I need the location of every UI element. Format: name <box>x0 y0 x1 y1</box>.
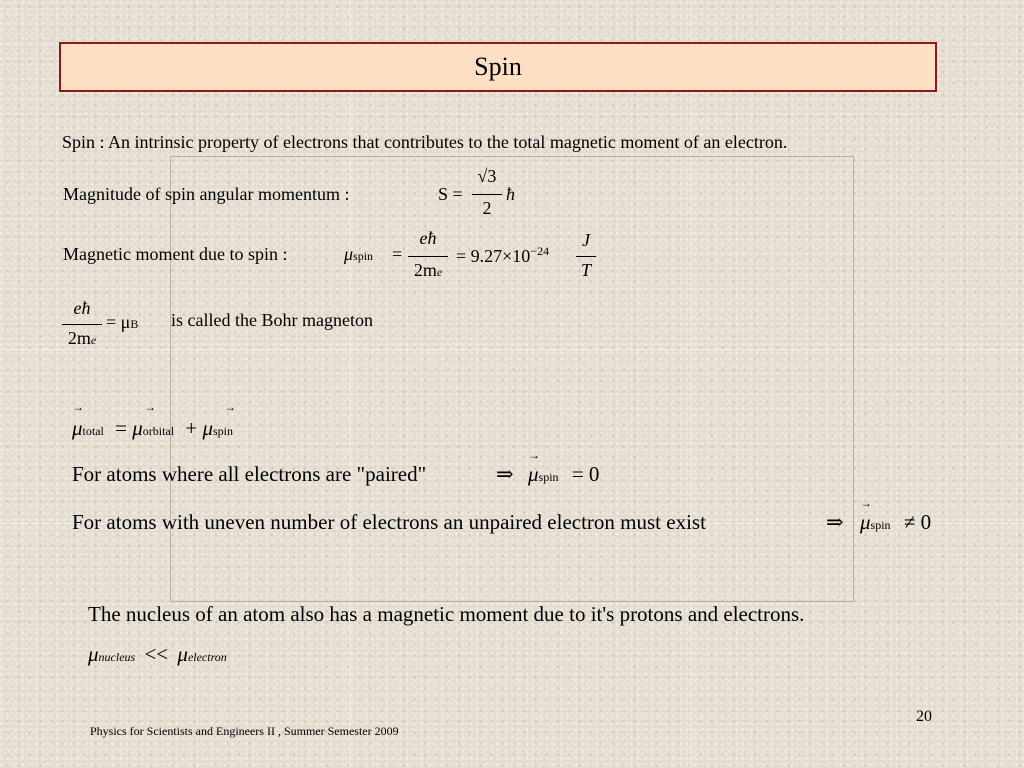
fraction-bar <box>472 194 502 195</box>
moment-label: Magnetic moment due to spin : <box>63 244 288 264</box>
unpaired-result: ≠ 0 <box>903 510 932 534</box>
footer-text: Physics for Scientists and Engineers II , Summer Semester 2009 <box>90 724 399 738</box>
embedded-object-frame <box>170 156 854 602</box>
mu-symbol: μ <box>344 244 354 264</box>
unpaired-statement: For atoms with uneven number of electrons an unpaired electron must exist <box>72 510 706 534</box>
total-moment-equation <box>72 416 233 441</box>
sub-spin: spin <box>538 470 559 484</box>
vector-arrow-icon: → <box>72 400 84 414</box>
sub-orbital: orbital <box>142 424 175 438</box>
magnitude-lhs: S = <box>438 184 463 204</box>
plus-sign: + <box>185 416 198 440</box>
equals-sign: = <box>115 416 127 440</box>
moment-value-base: = 9.27×10 <box>456 246 531 266</box>
unpaired-mu-spin <box>860 510 931 535</box>
page-number: 20 <box>916 708 932 725</box>
fraction-bar <box>62 324 102 325</box>
paired-statement: For atoms where all electrons are "paired" <box>72 462 427 486</box>
moment-denominator <box>408 260 448 281</box>
paired-mu-spin <box>528 462 599 487</box>
vector-arrow-icon: → <box>224 400 236 414</box>
nucleus-statement: The nucleus of an atom also has a magnetic moment due to it's protons and electrons. <box>88 602 805 626</box>
spin-definition: Spin : An intrinsic property of electrons that contributes to the total magnetic moment of an electron. <box>62 132 788 152</box>
mu-symbol: μ <box>202 416 213 440</box>
mu-symbol: μ <box>88 642 99 666</box>
den-2m: 2m <box>413 260 437 280</box>
sub-nucleus: nucleus <box>98 650 136 664</box>
unit-numerator: J <box>582 230 590 250</box>
fraction-bar <box>408 256 448 257</box>
bohr-numerator: eħ <box>73 298 91 318</box>
mu-symbol: μ <box>177 642 188 666</box>
sub-spin: spin <box>870 518 891 532</box>
den-e-sub: e <box>90 333 97 347</box>
mu-symbol: μ <box>528 462 539 486</box>
den-2m: 2m <box>67 328 91 348</box>
sub-spin: spin <box>212 424 233 438</box>
magnitude-denominator: 2 <box>482 198 492 218</box>
slide-title-text: Spin <box>474 52 522 81</box>
unit-denominator: T <box>580 260 591 280</box>
slide-title <box>59 42 937 92</box>
implies-icon: ⇒ <box>826 510 844 534</box>
sub-electron: electron <box>187 650 227 664</box>
bohr-equals <box>106 312 138 333</box>
sub-total: total <box>82 424 104 438</box>
moment-value <box>456 244 549 267</box>
den-e-sub: e <box>436 265 443 279</box>
mu-spin <box>344 244 373 265</box>
magnitude-numerator: √3 <box>477 166 497 186</box>
bohr-denominator <box>62 328 102 349</box>
mu-symbol: μ <box>860 510 871 534</box>
hbar-symbol: ħ <box>506 184 515 204</box>
vector-arrow-icon: → <box>860 496 872 510</box>
bohr-eq-mu: = μ <box>106 312 131 332</box>
paired-result: = 0 <box>571 462 600 486</box>
mu-symbol: μ <box>72 416 83 440</box>
magnitude-label: Magnitude of spin angular momentum : <box>63 184 350 204</box>
bohr-sub-b: B <box>130 317 139 331</box>
much-less-sign: << <box>144 642 169 666</box>
fraction-bar <box>576 256 596 257</box>
moment-exponent: −24 <box>530 244 550 258</box>
bohr-text: is called the Bohr magneton <box>171 310 373 330</box>
implies-icon: ⇒ <box>496 462 514 486</box>
equals-sign: = <box>392 244 403 264</box>
nucleus-comparison <box>88 642 227 667</box>
mu-symbol: μ <box>132 416 143 440</box>
vector-arrow-icon: → <box>144 400 156 414</box>
moment-numerator: eħ <box>419 228 437 248</box>
sub-spin: spin <box>353 249 374 263</box>
vector-arrow-icon: → <box>528 448 540 462</box>
